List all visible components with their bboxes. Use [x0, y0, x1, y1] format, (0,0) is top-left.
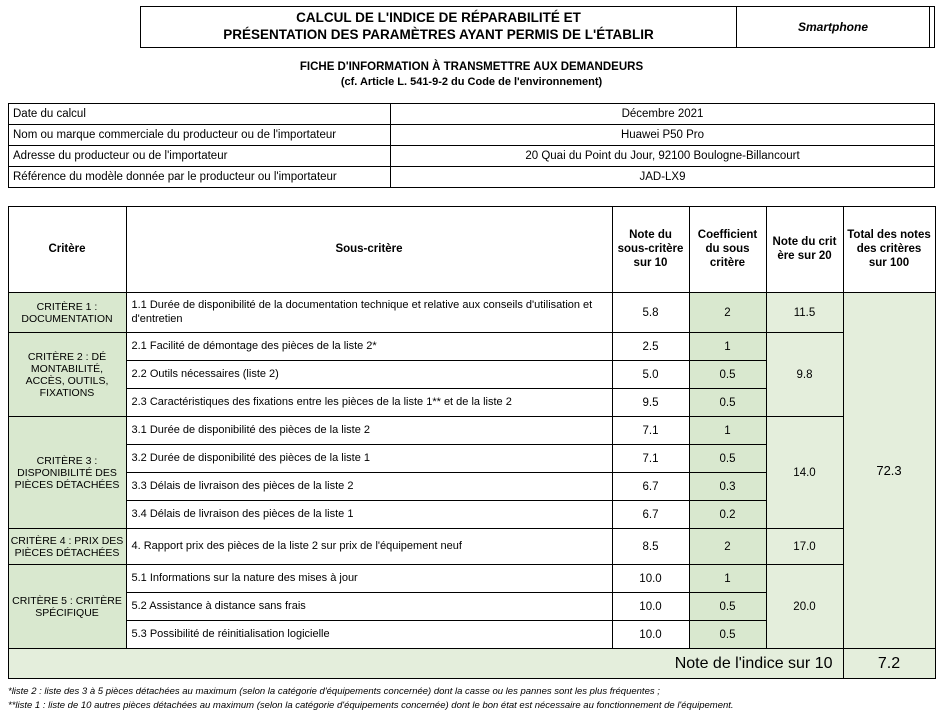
subtitle-line1: FICHE D'INFORMATION À TRANSMETTRE AUX DEMANDEURS — [299, 61, 644, 73]
sub-criterion-coefficient: 0.3 — [689, 473, 766, 501]
sub-criterion-score: 2.5 — [612, 333, 689, 361]
reparability-index-sheet — [0, 6, 943, 711]
product-info-table — [8, 103, 935, 188]
sub-criterion-coefficient: 0.2 — [689, 501, 766, 529]
sub-criterion-score: 6.7 — [612, 501, 689, 529]
sub-criterion-coefficient: 0.5 — [689, 361, 766, 389]
sub-criterion-score: 7.1 — [612, 445, 689, 473]
sub-criterion-label: 3.1 Durée de disponibilité des pièces de la liste 2 — [126, 417, 612, 445]
table-row — [8, 333, 935, 361]
info-value: Décembre 2021 — [391, 104, 935, 125]
sub-criterion-coefficient: 0.5 — [689, 621, 766, 649]
sub-criterion-label: 4. Rapport prix des pièces de la liste 2 sur prix de l'équipement neuf — [126, 529, 612, 565]
index-value: 7.2 — [843, 649, 935, 679]
sub-criterion-label: 1.1 Durée de disponibilité de la documentation technique et relative aux conseils d'utilisation et d'entretien — [126, 293, 612, 333]
product-category: Smartphone — [737, 6, 930, 48]
column-header-coefficient: Coefficient du sous critère — [689, 207, 766, 293]
index-footer-row — [8, 649, 935, 679]
info-label: Référence du modèle donnée par le producteur ou l'importateur — [9, 167, 391, 188]
sub-criterion-label: 5.1 Informations sur la nature des mises à jour — [126, 565, 612, 593]
sub-criterion-label: 2.3 Caractéristiques des fixations entre les pièces de la liste 1** et de la liste 2 — [126, 389, 612, 417]
info-value: JAD-LX9 — [391, 167, 935, 188]
column-header-total: Total des notes des critères sur 100 — [843, 207, 935, 293]
sub-criterion-score: 10.0 — [612, 565, 689, 593]
sub-criterion-label: 2.1 Facilité de démontage des pièces de la liste 2* — [126, 333, 612, 361]
sub-criterion-coefficient: 0.5 — [689, 593, 766, 621]
table-row — [9, 104, 935, 125]
page-title — [140, 6, 737, 48]
info-label: Adresse du producteur ou de l'importateur — [9, 146, 391, 167]
criterion-name: CRITÈRE 4 : PRIX DES PIÈCES DÉTACHÉES — [8, 529, 126, 565]
criterion-score: 9.8 — [766, 333, 843, 417]
criterion-name: CRITÈRE 2 : DÉ MONTABILITÉ, ACCÈS, OUTILS, FIXATIONS — [8, 333, 126, 417]
sub-criterion-label: 3.3 Délais de livraison des pièces de la liste 2 — [126, 473, 612, 501]
info-label: Nom ou marque commerciale du producteur ou de l'importateur — [9, 125, 391, 146]
sub-criterion-score: 9.5 — [612, 389, 689, 417]
table-row — [9, 146, 935, 167]
scoring-table — [8, 206, 936, 679]
sub-criterion-label: 2.2 Outils nécessaires (liste 2) — [126, 361, 612, 389]
sub-criterion-coefficient: 0.5 — [689, 389, 766, 417]
index-label: Note de l'indice sur 10 — [8, 649, 843, 679]
sub-criterion-score: 5.0 — [612, 361, 689, 389]
sub-criterion-coefficient: 1 — [689, 565, 766, 593]
sub-criterion-coefficient: 1 — [689, 417, 766, 445]
criterion-score: 17.0 — [766, 529, 843, 565]
sub-criterion-label: 3.2 Durée de disponibilité des pièces de la liste 1 — [126, 445, 612, 473]
criterion-score: 20.0 — [766, 565, 843, 649]
table-row — [8, 417, 935, 445]
footnote-liste-2: *liste 2 : liste des 3 à 5 pièces détachées au maximum (selon la catégorie d'équipements concernée) dont la casse ou les pannes sont les plus fréquentes ; — [8, 686, 660, 698]
table-header-row — [8, 207, 935, 293]
page-title-line2: PRÉSENTATION DES PARAMÈTRES AYANT PERMIS DE L'ÉTABLIR — [223, 27, 654, 42]
sub-criterion-coefficient: 2 — [689, 529, 766, 565]
sub-criterion-label: 3.4 Délais de livraison des pièces de la liste 1 — [126, 501, 612, 529]
info-value: Huawei P50 Pro — [391, 125, 935, 146]
info-value: 20 Quai du Point du Jour, 92100 Boulogne-Billancourt — [391, 146, 935, 167]
sub-criterion-coefficient: 1 — [689, 333, 766, 361]
document-header — [0, 6, 943, 48]
sub-criterion-coefficient: 2 — [689, 293, 766, 333]
sub-criterion-score: 10.0 — [612, 593, 689, 621]
page-title-line1: CALCUL DE L'INDICE DE RÉPARABILITÉ ET — [296, 10, 581, 26]
column-header-critere: Critère — [8, 207, 126, 293]
sub-criterion-score: 5.8 — [612, 293, 689, 333]
criterion-score: 11.5 — [766, 293, 843, 333]
criterion-name: CRITÈRE 3 : DISPONIBILITÉ DES PIÈCES DÉTACHÉES — [8, 417, 126, 529]
criterion-score: 14.0 — [766, 417, 843, 529]
total-score: 72.3 — [843, 293, 935, 649]
document-subtitle — [0, 60, 943, 89]
column-header-note-critere: Note du crit ère sur 20 — [766, 207, 843, 293]
table-row — [8, 529, 935, 565]
table-row — [8, 565, 935, 593]
column-header-sous-critere: Sous-critère — [126, 207, 612, 293]
info-label: Date du calcul — [9, 104, 391, 125]
table-row — [9, 125, 935, 146]
criterion-name: CRITÈRE 1 : DOCUMENTATION — [8, 293, 126, 333]
sub-criterion-score: 8.5 — [612, 529, 689, 565]
sub-criterion-label: 5.3 Possibilité de réinitialisation logicielle — [126, 621, 612, 649]
footnote-liste-1: **liste 1 : liste de 10 autres pièces détachées au maximum (selon la catégorie d'équipements concernée) dont le bon état est nécessaire au fonctionnement de l'équipement. — [8, 700, 734, 711]
sub-criterion-score: 7.1 — [612, 417, 689, 445]
table-row — [8, 293, 935, 333]
footnotes — [8, 685, 935, 713]
sub-criterion-score: 6.7 — [612, 473, 689, 501]
criterion-name: CRITÈRE 5 : CRITÈRE SPÉCIFIQUE — [8, 565, 126, 649]
subtitle-line2: (cf. Article L. 541-9-2 du Code de l'environnement) — [340, 75, 603, 88]
header-blank-cell — [930, 6, 935, 48]
sub-criterion-score: 10.0 — [612, 621, 689, 649]
sub-criterion-coefficient: 0.5 — [689, 445, 766, 473]
column-header-note-sous-critere: Note du sous-critère sur 10 — [612, 207, 689, 293]
table-row — [9, 167, 935, 188]
sub-criterion-label: 5.2 Assistance à distance sans frais — [126, 593, 612, 621]
